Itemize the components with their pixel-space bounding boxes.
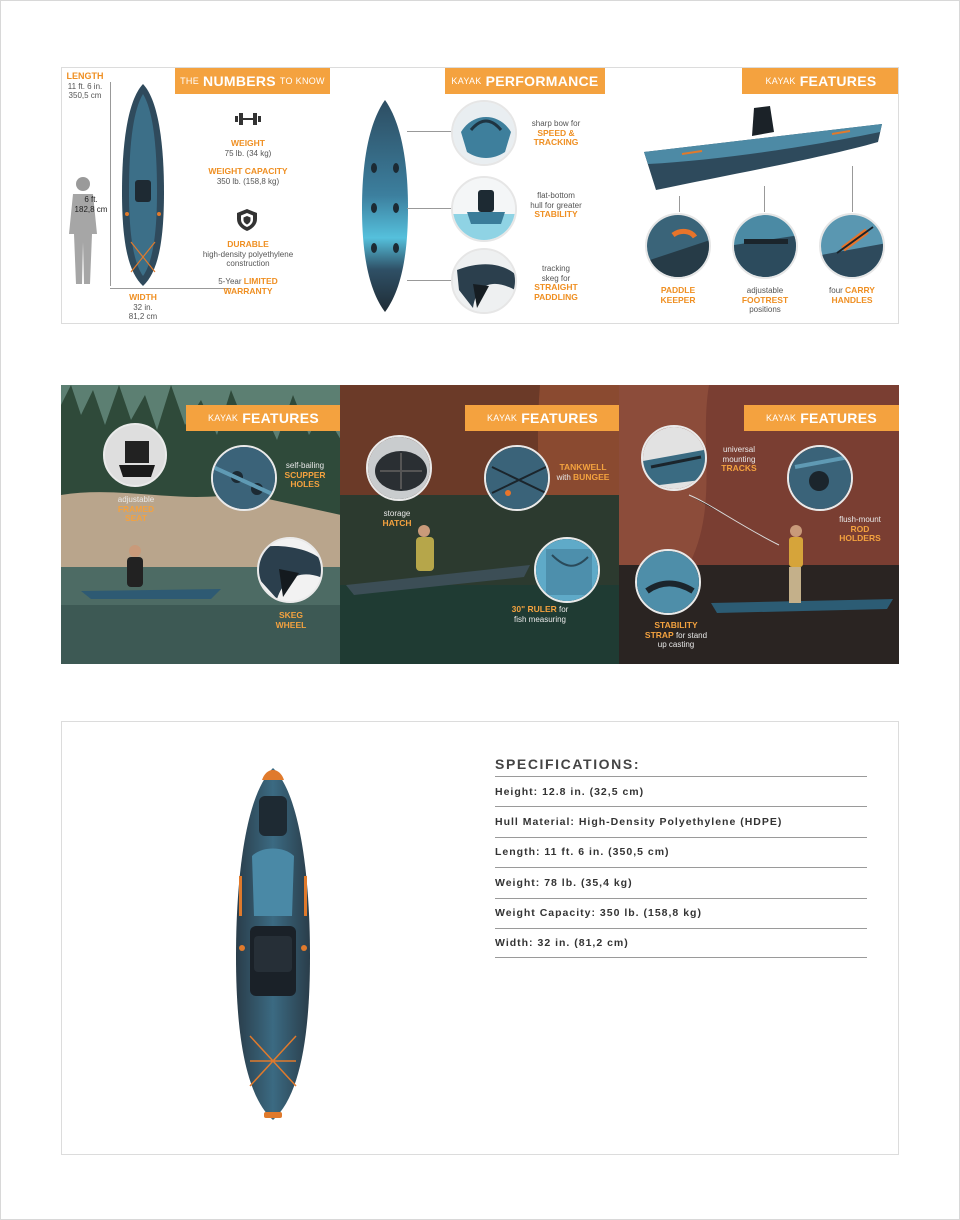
performance-label-1 (520, 119, 592, 148)
panel2-banner-prefix: KAYAK (487, 413, 518, 423)
width-label (117, 293, 169, 322)
p2l2-bold2: BUNGEE (573, 471, 610, 482)
framed-seat-label (101, 495, 171, 524)
p1l3-bold1: SKEG (278, 610, 304, 620)
p2l1-bold1: HATCH (382, 517, 412, 528)
capacity-info (192, 167, 304, 186)
person-height-label (70, 195, 112, 214)
mounting-tracks-image (641, 425, 707, 491)
length-title: LENGTH (66, 71, 104, 81)
scupper-holes-image (211, 445, 277, 511)
weight-info (192, 139, 304, 158)
paddle-keeper-image (645, 213, 711, 279)
lifestyle-panel-3 (619, 385, 899, 664)
features-callout-line-2 (764, 186, 765, 212)
weight-title: WEIGHT (231, 138, 265, 148)
p1l2-bold2: HOLES (290, 479, 320, 489)
features-banner-prefix: KAYAK (765, 76, 796, 86)
p3l1-bold1: TRACKS (721, 463, 757, 473)
p3l2-bold2: HOLDERS (839, 533, 881, 543)
skeg-wheel-label (261, 611, 321, 630)
p2l3-bold1: 30" RULER (511, 604, 557, 614)
perf3-bold1: STRAIGHT (534, 282, 578, 292)
dumbbell-icon (235, 112, 261, 126)
feature-label-carry-handles (814, 286, 890, 305)
perf1-pre: sharp bow for (531, 119, 581, 128)
spec-hull-material: Hull Material: High-Density Polyethylene (HDPE) (495, 806, 867, 836)
p3l1-pre2: mounting (722, 454, 756, 464)
tankwell-bungee-image (484, 445, 550, 511)
numbers-banner-suffix: TO KNOW (279, 76, 325, 86)
p1l3-bold2: WHEEL (275, 619, 307, 630)
perf3-bold2: PADDLING (534, 291, 578, 302)
p1l1-bold2: SEAT (124, 513, 148, 523)
storage-hatch-image (366, 435, 432, 501)
p3l2-bold1: ROD (850, 523, 870, 534)
framed-seat-image (103, 423, 167, 487)
feat2-bold1: FOOTREST (741, 294, 789, 305)
panel1-banner (186, 405, 341, 431)
ruler-image (534, 537, 600, 603)
durable-title: DURABLE (227, 239, 269, 249)
person-height-imperial: 6 ft. (84, 195, 98, 204)
perf1-bold1: SPEED & (537, 127, 575, 138)
p1l2-bold1: SCUPPER (284, 469, 326, 480)
p2l3-post: for (559, 605, 569, 614)
person-silhouette-icon (66, 176, 100, 286)
panel3-banner (744, 405, 899, 431)
lifestyle-panel-1 (61, 385, 341, 664)
p2l2-pre: with (556, 472, 571, 482)
durable-line2: construction (226, 259, 270, 268)
p1l1-pre: adjustable (117, 495, 155, 504)
warranty-prefix: 5-Year (218, 277, 242, 286)
length-metric: 350,5 cm (68, 91, 102, 100)
tankwell-label (548, 463, 618, 482)
features-banner (742, 68, 899, 94)
rod-holders-image (787, 445, 853, 511)
spec-width: Width: 32 in. (81,2 cm) (495, 928, 867, 958)
p3l3-post: for stand (675, 630, 708, 640)
warranty-line2: WARRANTY (223, 285, 273, 296)
panel2-banner (465, 405, 620, 431)
perf2-bold1: STABILITY (534, 209, 578, 219)
p1l2-pre: self-bailing (285, 461, 325, 470)
scupper-holes-label (275, 461, 335, 490)
performance-banner-title: PERFORMANCE (485, 73, 599, 89)
width-metric: 81,2 cm (128, 312, 158, 321)
kayak-hull-icon (358, 98, 412, 314)
performance-banner (445, 68, 605, 94)
capacity-value: 350 lb. (158,8 kg) (216, 176, 280, 186)
perf2-pre2: hull for greater (530, 200, 582, 210)
panel1-banner-prefix: KAYAK (208, 413, 239, 423)
performance-label-3 (520, 264, 592, 302)
feature-label-footrest (726, 286, 804, 315)
feat2-pre: adjustable (746, 286, 784, 295)
warranty-info (187, 277, 309, 296)
width-imperial: 32 in. (133, 302, 153, 312)
panel2-banner-title: FEATURES (521, 410, 598, 426)
p3l1-pre: universal (722, 445, 755, 454)
performance-label-2 (520, 191, 592, 220)
p3l3-post2: up casting (657, 640, 695, 649)
storage-hatch-label (362, 509, 432, 528)
carry-handles-image (819, 213, 885, 279)
durable-info (187, 240, 309, 269)
features-callout-line-3 (852, 166, 853, 212)
perf2-pre: flat-bottom (537, 191, 575, 200)
rod-holders-label (821, 515, 899, 544)
lifestyle-panel-2 (340, 385, 620, 664)
p2l2-bold1: TANKWELL (559, 462, 607, 472)
specifications-title: SPECIFICATIONS: (495, 756, 641, 772)
numbers-banner-prefix: THE (180, 76, 200, 86)
kayak-top-view-icon (118, 82, 168, 288)
p2l3-post2: fish measuring (513, 614, 567, 624)
stability-strap-label (631, 621, 721, 650)
feature-label-paddle-keeper (645, 286, 711, 305)
p1l1-bold1: FRAMED (117, 503, 155, 514)
shield-icon (236, 208, 258, 232)
panel3-banner-title: FEATURES (800, 410, 877, 426)
spec-length: Length: 11 ft. 6 in. (350,5 cm) (495, 837, 867, 867)
p3l2-pre: flush-mount (839, 515, 881, 524)
callout-line-1 (407, 131, 455, 132)
feat3-bold1: CARRY (845, 285, 875, 295)
perf3-pre2: skeg for (541, 273, 571, 283)
kayak-side-view-icon (642, 102, 887, 194)
length-dimension-line (110, 82, 111, 286)
capacity-title: WEIGHT CAPACITY (208, 166, 288, 176)
panel1-banner-title: FEATURES (242, 410, 319, 426)
feat1-bold2: KEEPER (660, 294, 696, 305)
p3l3-bold1: STABILITY (654, 620, 698, 630)
performance-banner-prefix: KAYAK (451, 76, 482, 86)
perf3-pre: tracking (541, 264, 570, 273)
durable-line1: high-density polyethylene (202, 249, 294, 259)
p2l1-pre: storage (383, 509, 411, 518)
specifications-panel (61, 721, 899, 1155)
warranty-title: LIMITED (243, 276, 278, 286)
features-banner-title: FEATURES (799, 73, 877, 89)
perf1-bold2: TRACKING (533, 137, 579, 147)
numbers-banner (175, 68, 330, 94)
weight-value: 75 lb. (34 kg) (224, 148, 272, 158)
feat1-bold1: PADDLE (660, 285, 696, 295)
length-label (62, 72, 108, 101)
feat3-pre: four (829, 286, 843, 295)
flat-hull-detail-image (451, 176, 517, 242)
skeg-wheel-image (257, 537, 323, 603)
numbers-performance-features-strip (61, 67, 899, 324)
kayak-product-image (232, 766, 314, 1122)
bow-detail-image (451, 100, 517, 166)
callout-line-3 (407, 280, 455, 281)
width-title: WIDTH (129, 292, 157, 302)
ruler-label (490, 605, 590, 624)
feat3-bold2: HANDLES (831, 294, 873, 305)
mounting-tracks-label (709, 445, 769, 474)
skeg-detail-image (451, 248, 517, 314)
spec-weight: Weight: 78 lb. (35,4 kg) (495, 867, 867, 897)
specifications-list (495, 776, 867, 958)
callout-line-2 (407, 208, 455, 209)
length-imperial: 11 ft. 6 in. (67, 81, 103, 91)
lifestyle-strip (61, 385, 899, 664)
stability-strap-image (635, 549, 701, 615)
panel3-banner-prefix: KAYAK (766, 413, 797, 423)
p3l3-bold2: STRAP (644, 629, 674, 640)
person-height-metric: 182,8 cm (74, 204, 108, 214)
spec-weight-capacity: Weight Capacity: 350 lb. (158,8 kg) (495, 898, 867, 928)
feat2-post: positions (749, 305, 781, 314)
spec-height: Height: 12.8 in. (32,5 cm) (495, 776, 867, 806)
footrest-image (732, 213, 798, 279)
features-callout-line-1 (679, 196, 680, 212)
numbers-banner-title: NUMBERS (203, 73, 276, 89)
